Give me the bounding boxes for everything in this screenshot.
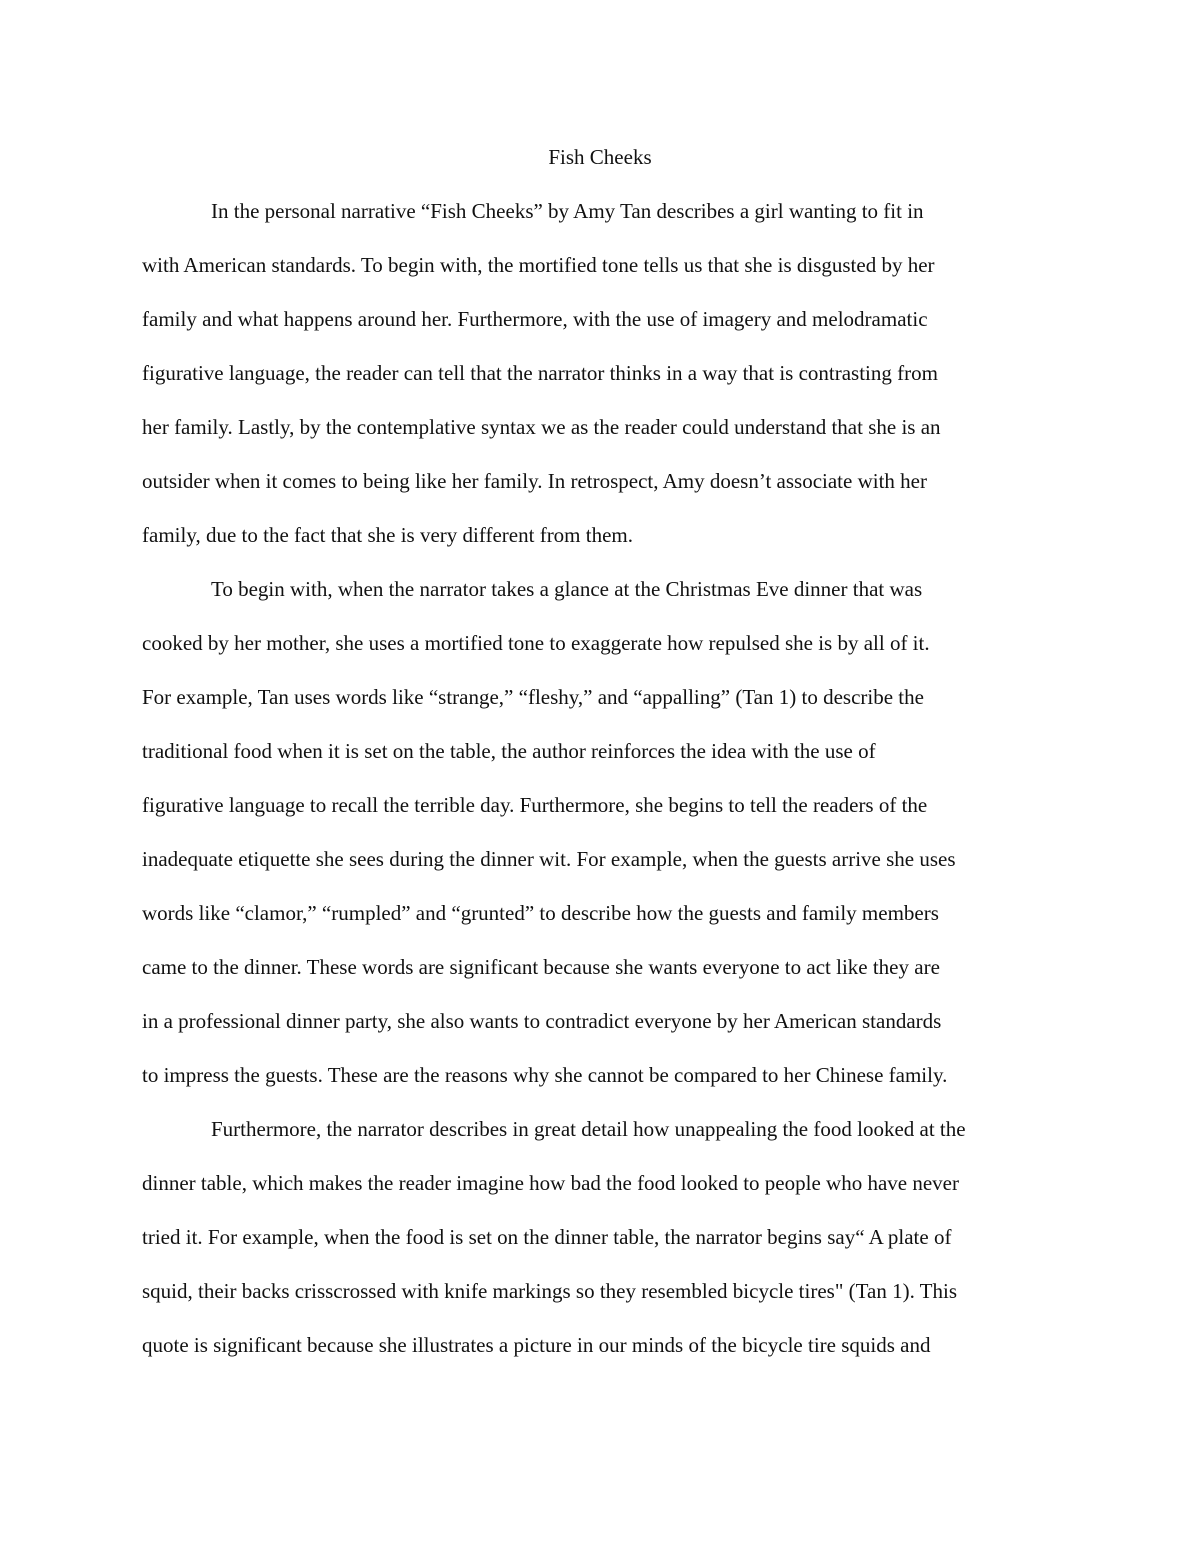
text-line: cooked by her mother, she uses a mortified tone to exaggerate how repulsed she is by all of it. [142,631,930,655]
text-line: to impress the guests. These are the reasons why she cannot be compared to her Chinese family. [142,1063,948,1087]
text-line: her family. Lastly, by the contemplative syntax we as the reader could understand that she is an [142,415,941,439]
text-line: To begin with, when the narrator takes a glance at the Christmas Eve dinner that was [211,577,923,601]
text-line: tried it. For example, when the food is set on the dinner table, the narrator begins say“ A plate of [142,1225,952,1249]
page-title: Fish Cheeks [548,145,652,169]
text-line: quote is significant because she illustrates a picture in our minds of the bicycle tire squids and [142,1333,931,1357]
text-line: family, due to the fact that she is very different from them. [142,523,634,547]
text-line: For example, Tan uses words like “strange,” “fleshy,” and “appalling” (Tan 1) to describe the [142,685,924,709]
text-line: came to the dinner. These words are significant because she wants everyone to act like they are [142,955,940,979]
text-line: outsider when it comes to being like her family. In retrospect, Amy doesn’t associate with her [142,469,927,493]
text-line: squid, their backs crisscrossed with knife markings so they resembled bicycle tires" (Tan 1). This [142,1279,958,1303]
text-line: In the personal narrative “Fish Cheeks” by Amy Tan describes a girl wanting to fit in [211,199,924,223]
text-line: Furthermore, the narrator describes in great detail how unappealing the food looked at the [211,1117,966,1141]
text-line: dinner table, which makes the reader imagine how bad the food looked to people who have never [142,1171,959,1195]
text-line: inadequate etiquette she sees during the dinner wit. For example, when the guests arrive she uses [142,847,956,871]
text-line: with American standards. To begin with, the mortified tone tells us that she is disgusted by her [142,253,935,277]
text-line: family and what happens around her. Furthermore, with the use of imagery and melodramatic [142,307,928,331]
text-line: words like “clamor,” “rumpled” and “grunted” to describe how the guests and family members [142,901,939,925]
text-line: figurative language, the reader can tell that the narrator thinks in a way that is contrasting from [142,361,938,385]
text-line: in a professional dinner party, she also wants to contradict everyone by her American standards [142,1009,942,1033]
text-line: figurative language to recall the terrible day. Furthermore, she begins to tell the readers of the [142,793,928,817]
text-line: traditional food when it is set on the table, the author reinforces the idea with the use of [142,739,876,763]
